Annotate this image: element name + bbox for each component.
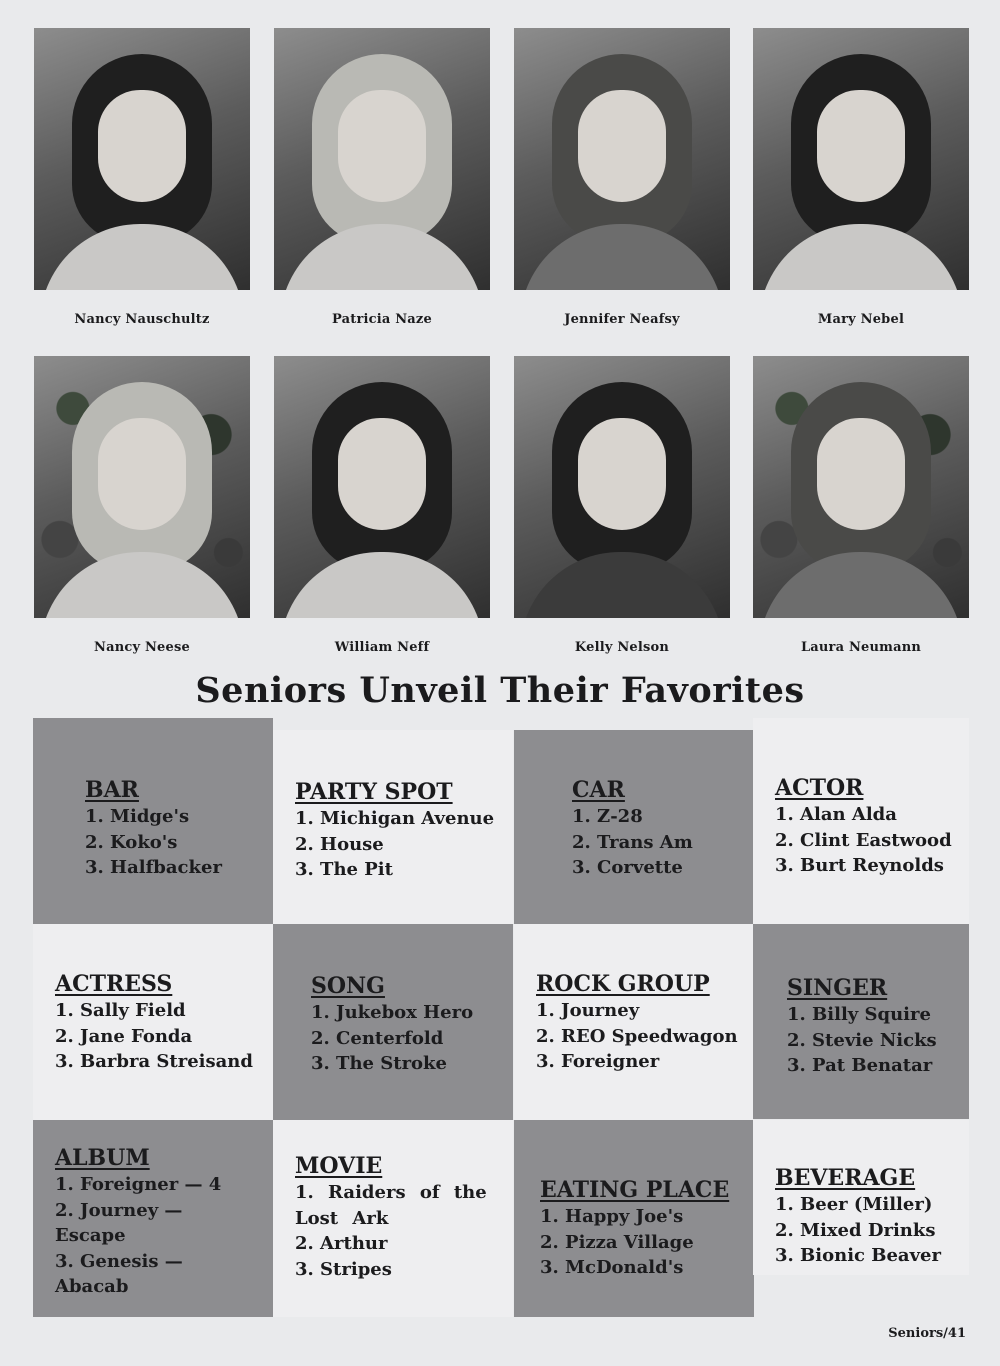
portrait-photo [514, 28, 730, 290]
favorite-cell-actor [753, 718, 969, 925]
favorite-item: 2. Centerfold [311, 1027, 444, 1049]
favorite-cell-party-spot [273, 730, 513, 926]
favorite-cell-album [33, 1120, 273, 1317]
favorite-item: 3. Burt Reynolds [775, 855, 944, 876]
portrait-name: Patricia Naze [331, 312, 432, 327]
favorite-item: 2. Stevie Nicks [787, 1029, 937, 1051]
favorite-item: 1. Midge's [85, 806, 190, 827]
favorite-item: 1. Beer (Miller) [775, 1194, 933, 1215]
favorite-item: 2. Mixed Drinks [775, 1219, 936, 1241]
portrait-name: Laura Neumann [800, 640, 922, 655]
favorite-item: 3. The Pit [295, 859, 393, 880]
favorite-item: 2. Jane Fonda [55, 1025, 193, 1047]
favorite-item: 3. Pat Benatar [787, 1055, 933, 1076]
favorite-item: 3. Barbra Streisand [55, 1051, 253, 1072]
portrait-name: Nancy Nauschultz [74, 312, 210, 327]
favorite-cell-beverage [753, 1120, 969, 1275]
favorite-item: 1. Foreigner — 4 [55, 1174, 222, 1195]
favorite-heading: ROCK GROUP [536, 971, 710, 997]
favorite-heading: BAR [85, 777, 139, 803]
favorite-item: 3. Corvette [572, 857, 683, 878]
favorite-cell-eating-place [514, 1120, 754, 1317]
favorite-item: 2. Clint Eastwood [775, 829, 952, 851]
favorite-heading: ACTRESS [55, 971, 173, 997]
favorite-cell-car [514, 730, 754, 926]
favorite-heading: CAR [572, 777, 625, 803]
portrait-photo [274, 28, 490, 290]
favorite-item: 1. Billy Squire [787, 1004, 931, 1025]
favorite-item: 2. REO Speedwagon [536, 1025, 738, 1047]
favorite-heading: PARTY SPOT [295, 779, 453, 805]
portrait-photo [753, 356, 969, 618]
favorite-item: 2. Pizza Village [540, 1231, 694, 1253]
favorite-item: 1. Z-28 [572, 806, 643, 827]
favorite-item: 1. Raiders of the Lost Ark [295, 1182, 487, 1229]
favorite-cell-singer [753, 924, 969, 1119]
favorite-item: 3. Genesis — Abacab [55, 1250, 183, 1297]
favorite-item: 1. Happy Joe's [540, 1206, 684, 1227]
favorite-heading: ACTOR [775, 775, 864, 801]
page-number: Seniors/41 [888, 1326, 966, 1341]
favorite-item: 3. Foreigner [536, 1051, 660, 1072]
portrait-name: Nancy Neese [94, 640, 190, 655]
favorite-heading: SINGER [787, 975, 888, 1001]
favorite-cell-rock-group [514, 924, 754, 1120]
favorite-item: 3. The Stroke [311, 1053, 447, 1074]
portrait-name: Kelly Nelson [574, 640, 670, 655]
favorite-cell-actress [33, 924, 273, 1120]
portrait-photo [753, 28, 969, 290]
portrait-name: Jennifer Neafsy [564, 312, 680, 327]
favorite-item: 1. Journey [536, 1000, 640, 1021]
favorite-cell-song [273, 924, 513, 1120]
favorite-item: 3. Bionic Beaver [775, 1245, 941, 1266]
favorite-item: 3. Halfbacker [85, 857, 222, 878]
favorite-item: 2. Journey — Escape [55, 1199, 183, 1246]
favorite-cell-bar [33, 718, 273, 924]
favorite-item: 3. Stripes [295, 1258, 392, 1280]
portrait-photo [34, 356, 250, 618]
favorite-heading: MOVIE [295, 1153, 383, 1179]
favorite-heading: SONG [311, 973, 385, 999]
favorite-item: 2. Koko's [85, 831, 178, 853]
favorite-item: 2. House [295, 833, 384, 855]
portrait-photo [514, 356, 730, 618]
favorite-item: 2. Arthur [295, 1233, 388, 1254]
favorite-item: 1. Alan Alda [775, 804, 897, 825]
page-title: Seniors Unveil Their Favorites [195, 670, 805, 711]
favorite-heading: BEVERAGE [775, 1165, 916, 1191]
favorite-heading: EATING PLACE [540, 1177, 730, 1203]
portrait-photo [274, 356, 490, 618]
favorite-item: 1. Michigan Avenue [295, 808, 495, 829]
favorite-item: 2. Trans Am [572, 831, 693, 853]
favorite-item: 3. McDonald's [540, 1257, 684, 1278]
portrait-photo [34, 28, 250, 290]
favorite-item: 1. Jukebox Hero [311, 1002, 474, 1023]
favorite-cell-movie [273, 1120, 513, 1317]
portrait-name: Mary Nebel [817, 312, 905, 327]
favorite-item: 1. Sally Field [55, 1000, 186, 1021]
portrait-name: William Neff [334, 640, 430, 655]
favorite-heading: ALBUM [55, 1145, 150, 1171]
